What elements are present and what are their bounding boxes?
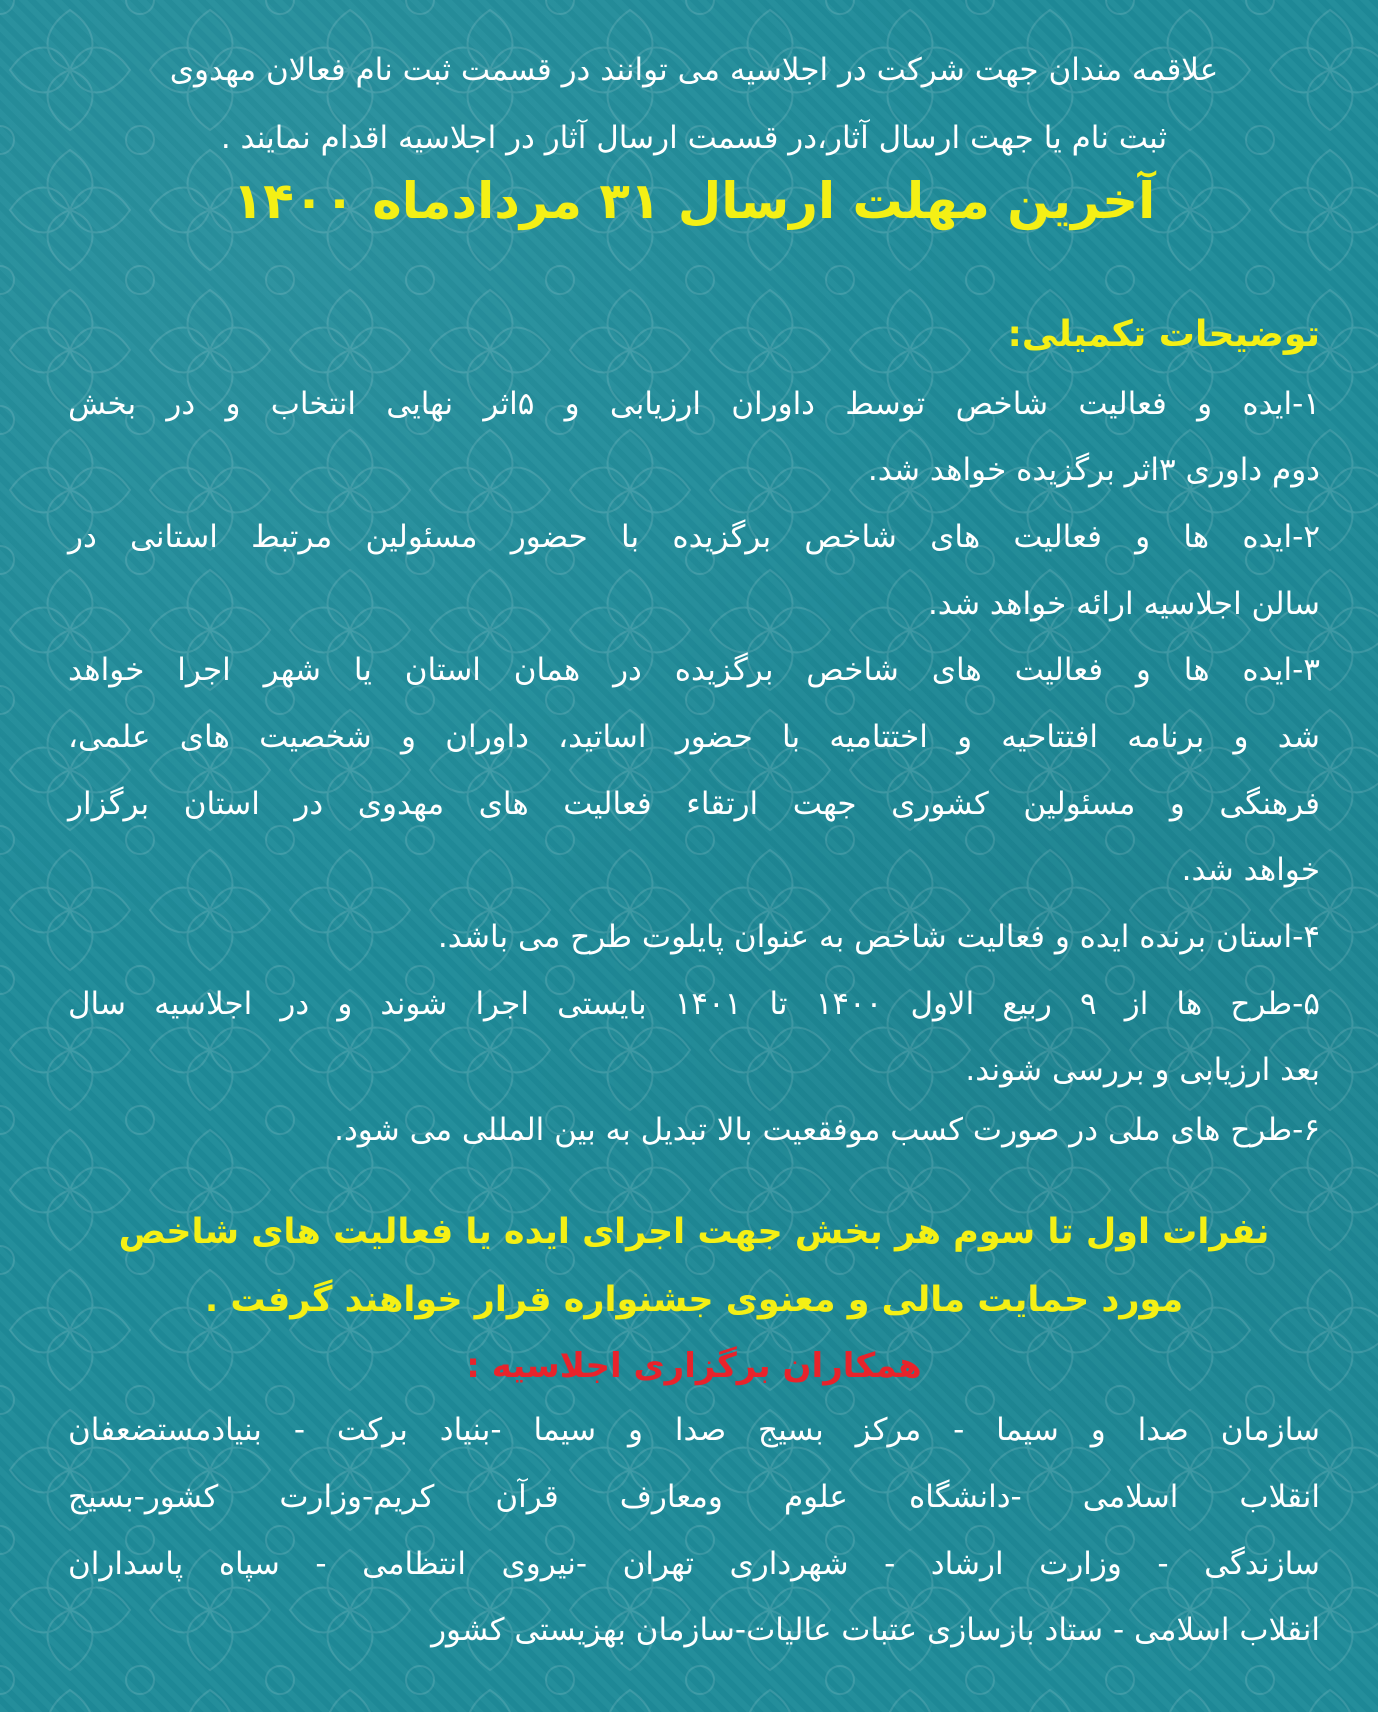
partners-line-4: انقلاب اسلامی - ستاد بازسازی عتبات عالیات-سازمان بهزیستی کشور [431, 1612, 1320, 1648]
note-line-12: ۶-طرح های ملی در صورت کسب موفقعیت بالا تبدیل به بین المللی می شود. [334, 1112, 1320, 1148]
note-line-10: ۵-طرح ها از ۹ ربیع الاول ۱۴۰۰ تا ۱۴۰۱ بایستی اجرا شوند و در اجلاسیه سال [68, 986, 1320, 1022]
partners-line-2: انقلاب اسلامی -دانشگاه علوم ومعارف قرآن کریم-وزارت کشور-بسیج [68, 1479, 1320, 1515]
note-line-8: خواهد شد. [1181, 852, 1320, 888]
note-line-4: سالن اجلاسیه ارائه خواهد شد. [927, 586, 1320, 622]
notes-title: توضیحات تکمیلی: [1007, 314, 1320, 355]
intro-line-2: ثبت نام یا جهت ارسال آثار،در قسمت ارسال آثار در اجلاسیه اقدام نمایند . [220, 120, 1168, 156]
note-line-9: ۴-استان برنده ایده و فعالیت شاخص به عنوان پایلوت طرح می باشد. [437, 919, 1320, 955]
note-line-3: ۲-ایده ها و فعالیت های شاخص برگزیده با حضور مسئولین مرتبط استانی در [68, 519, 1320, 555]
note-line-5: ۳-ایده ها و فعالیت های شاخص برگزیده در همان استان یا شهر اجرا خواهد [68, 652, 1320, 688]
partners-line-1: سازمان صدا و سیما - مرکز بسیج صدا و سیما -بنیاد برکت - بنیادمستضعفان [68, 1412, 1320, 1448]
note-line-2: دوم داوری ۳اثر برگزیده خواهد شد. [867, 452, 1320, 488]
highlight-line-2: مورد حمایت مالی و معنوی جشنواره قرار خواهند گرفت . [204, 1280, 1184, 1320]
note-line-6: شد و برنامه افتتاحیه و اختتامیه با حضور اساتید، داوران و شخصیت های علمی، [68, 719, 1320, 755]
deadline-text: آخرین مهلت ارسال ۳۱ مردادماه ۱۴۰۰ [232, 172, 1156, 230]
note-line-7: فرهنگی و مسئولین کشوری جهت ارتقاء فعالیت های مهدوی در استان برگزار [68, 786, 1320, 822]
partners-title: همکاران برگزاری اجلاسیه : [466, 1346, 922, 1386]
note-line-11: بعد ارزیابی و بررسی شوند. [965, 1052, 1320, 1088]
partners-line-3: سازندگی - وزارت ارشاد - شهرداری تهران -نیروی انتظامی - سپاه پاسداران [68, 1546, 1320, 1582]
note-line-1: ۱-ایده و فعالیت شاخص توسط داوران ارزیابی و ۵اثر نهایی انتخاب و در بخش [68, 386, 1320, 422]
intro-line-1: علاقمه مندان جهت شرکت در اجلاسیه می توانند در قسمت ثبت نام فعالان مهدوی [169, 52, 1219, 88]
highlight-line-1: نفرات اول تا سوم هر بخش جهت اجرای ایده یا فعالیت های شاخص [118, 1212, 1270, 1252]
